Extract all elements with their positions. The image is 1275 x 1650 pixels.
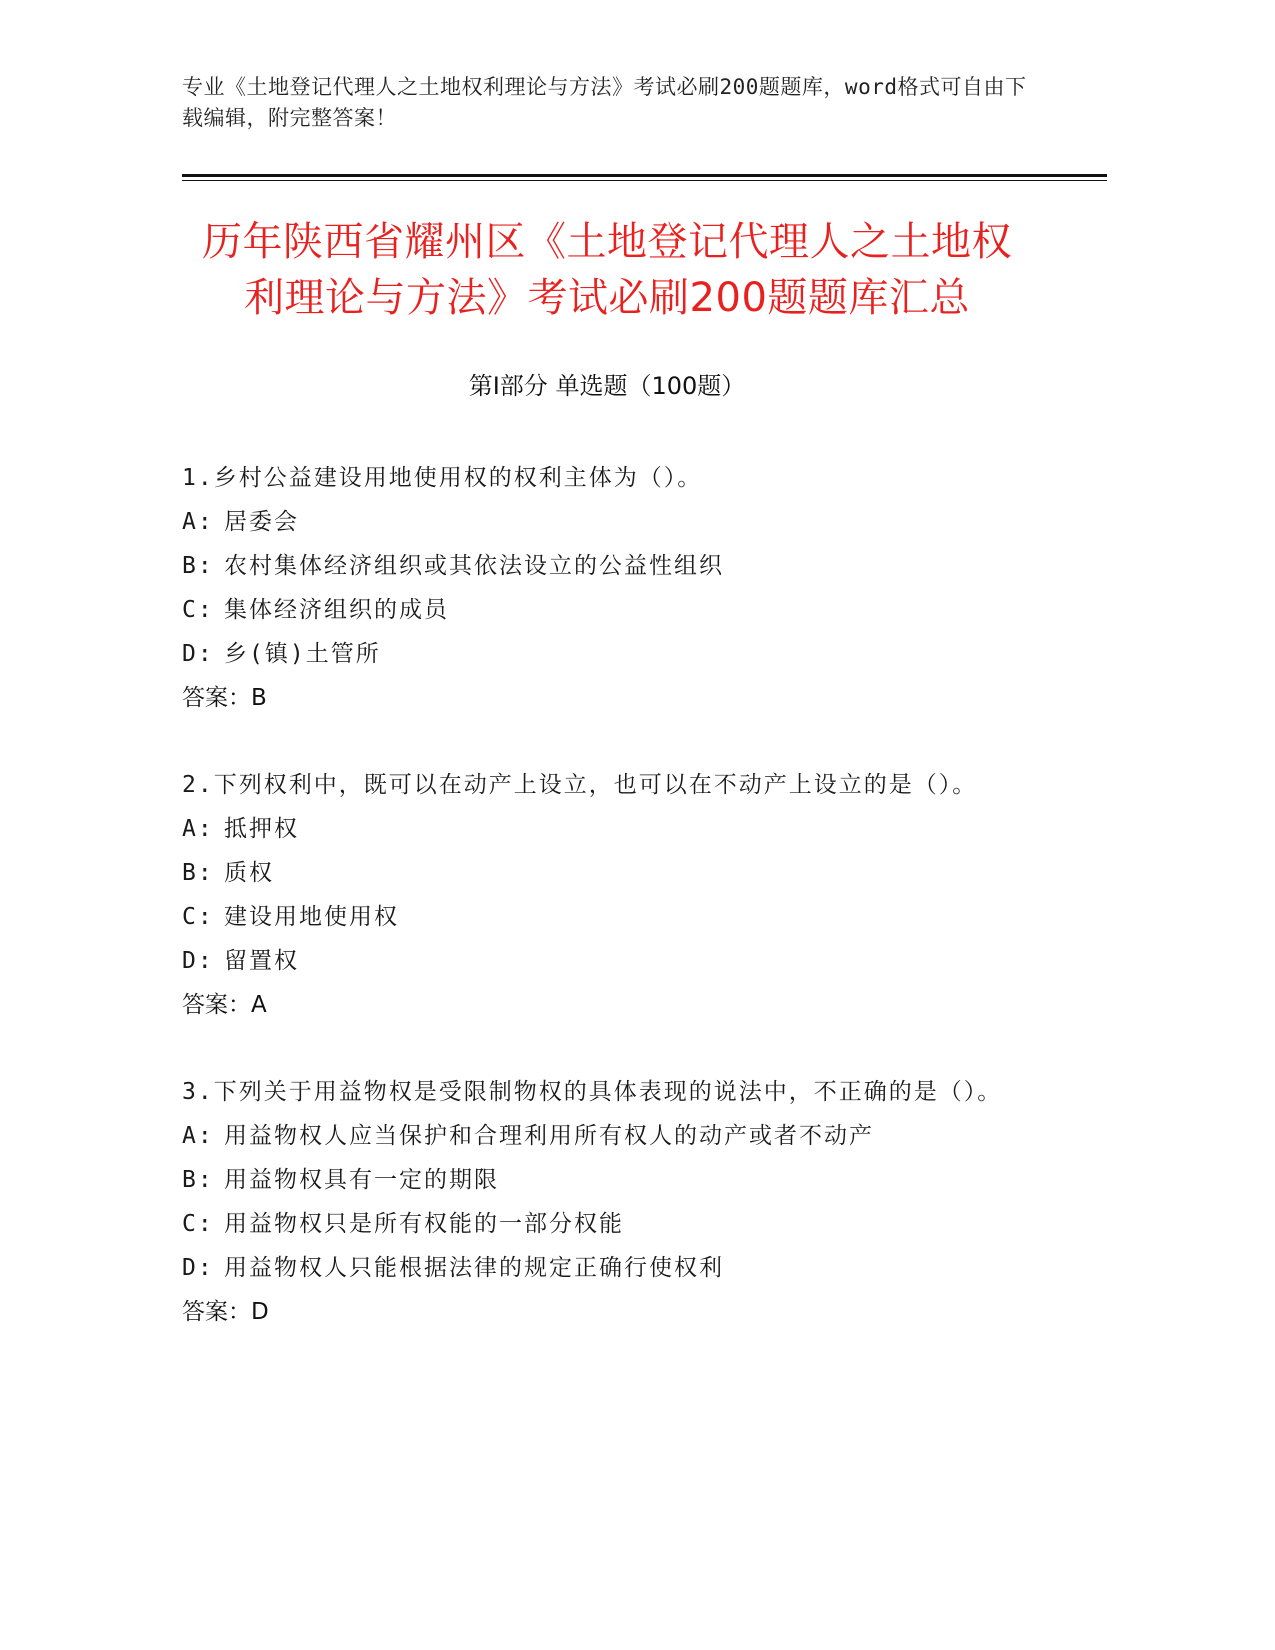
option-text: 集体经济组织的成员 [224,597,449,623]
option-key: A: [182,816,214,842]
option-key: B: [182,1167,214,1193]
header-divider-thin [182,180,1107,181]
option-key: C: [182,904,214,930]
option-a [182,500,1032,544]
option-d [182,939,1032,983]
answer-text: 答案：A [182,992,267,1018]
question-2 [182,763,1032,1027]
document-title: 历年陕西省耀州区《土地登记代理人之土地权利理论与方法》考试必刷200题题库汇总 [202,219,1012,321]
section-title: 第Ⅰ部分 单选题（100题） [468,372,746,400]
option-key: D: [182,948,214,974]
option-text: 抵押权 [224,816,299,842]
question-1 [182,456,1032,720]
option-text: 用益物权具有一定的期限 [224,1167,499,1193]
option-d [182,1246,1032,1290]
option-b [182,1158,1032,1202]
option-text: 用益物权人应当保护和合理利用所有权人的动产或者不动产 [224,1123,874,1149]
question-list [182,456,1032,1377]
option-key: A: [182,1123,214,1149]
option-key: D: [182,1255,214,1281]
option-d [182,632,1032,676]
option-a [182,1114,1032,1158]
option-c [182,1202,1032,1246]
option-c [182,895,1032,939]
option-key: C: [182,1211,214,1237]
option-key: C: [182,597,214,623]
option-key: D: [182,641,214,667]
option-b [182,544,1032,588]
option-text: 居委会 [224,509,299,535]
question-stem: 1.乡村公益建设用地使用权的权利主体为（）。 [182,465,703,491]
header-note: 专业《土地登记代理人之土地权利理论与方法》考试必刷200题题库，word格式可自由下载编辑，附完整答案！ [182,75,1027,130]
option-key: A: [182,509,214,535]
option-text: 建设用地使用权 [224,904,399,930]
question-stem: 3.下列关于用益物权是受限制物权的具体表现的说法中，不正确的是（）。 [182,1079,1003,1105]
option-text: 乡(镇)土管所 [224,641,381,667]
option-b [182,851,1032,895]
option-key: B: [182,553,214,579]
answer-text: 答案：D [182,1299,269,1325]
option-text: 用益物权人只能根据法律的规定正确行使权利 [224,1255,724,1281]
option-text: 质权 [224,860,274,886]
option-text: 农村集体经济组织或其依法设立的公益性组织 [224,553,724,579]
option-text: 用益物权只是所有权能的一部分权能 [224,1211,624,1237]
option-text: 留置权 [224,948,299,974]
option-a [182,807,1032,851]
question-stem: 2.下列权利中，既可以在动产上设立，也可以在不动产上设立的是（）。 [182,772,978,798]
header-divider-thick [182,174,1107,177]
question-3 [182,1070,1032,1334]
option-key: B: [182,860,214,886]
answer-text: 答案：B [182,685,267,711]
option-c [182,588,1032,632]
